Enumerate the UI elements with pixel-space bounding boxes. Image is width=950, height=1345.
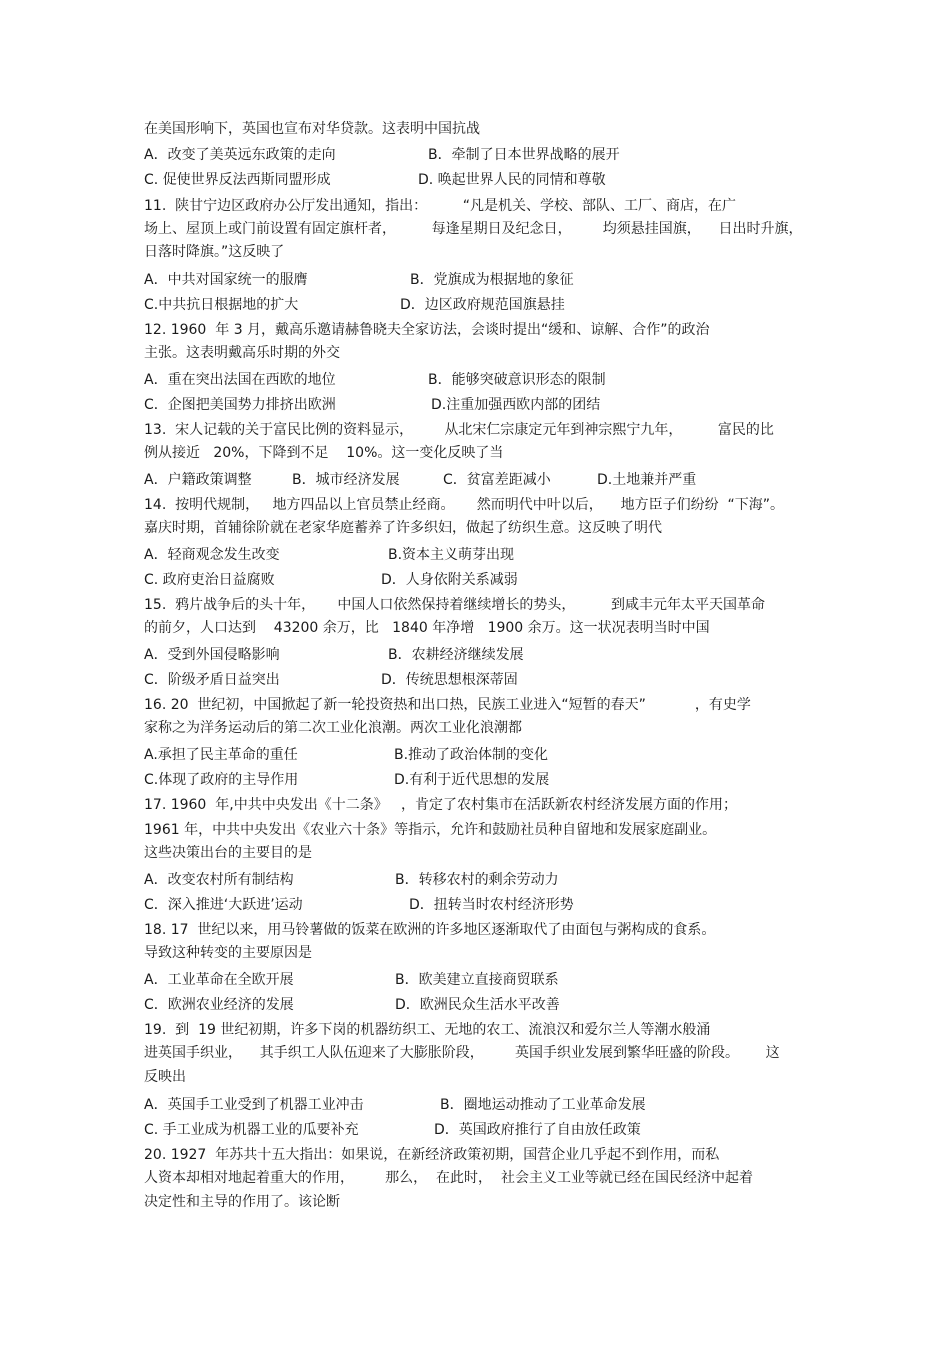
option: A．英国手工业受到了机器工业冲击 — [144, 1097, 364, 1113]
question-text: 11. 陕甘宁边区政府办公厅发出通知，指出： “凡是机关、学校、部队、工厂、商店，在广 — [144, 198, 737, 214]
option: A．重在突出法国在西欧的地位 — [144, 372, 336, 388]
option: C．深入推进‘大跃进’运动 — [144, 897, 303, 913]
question-text: 人资本却相对地起着重大的作用， 那么， 在此时， 社会主义工业等就已经在国民经济中起着 — [144, 1170, 753, 1186]
question-text: 16. 20 世纪初，中国掀起了新一轮投资热和出口热，民族工业进入“短暂的春天” ，有史学 — [144, 697, 751, 713]
option: B．欧美建立直接商贸联系 — [395, 972, 559, 988]
question-text: 20. 1927 年苏共十五大指出：如果说，在新经济政策初期，国营企业几乎起不到作用，而私 — [144, 1147, 720, 1163]
question-text: 嘉庆时期，首辅徐阶就在老家华庭蓄养了许多织妇，做起了纺织生意。这反映了明代 — [144, 520, 662, 536]
option: C．欧洲农业经济的发展 — [144, 997, 294, 1013]
option: D．人身依附关系减弱 — [381, 572, 518, 588]
option: B．转移农村的剩余劳动力 — [395, 872, 559, 888]
option: C.中共抗日根据地的扩大 — [144, 297, 299, 313]
option: A．改变了美英远东政策的走向 — [144, 147, 336, 163]
option: A．中共对国家统一的服膺 — [144, 272, 308, 288]
question-text: 17. 1960 年,中共中央发出《十二条》 ，肯定了农村集市在活跃新农村经济发展方面的作用； — [144, 797, 738, 813]
option: C. 政府吏治日益腐败 — [144, 572, 275, 588]
question-text: 18. 17 世纪以来，用马铃薯做的饭菜在欧洲的许多地区逐渐取代了由面包与粥构成的食系。 — [144, 922, 716, 938]
question-text: 13. 宋人记载的关于富民比例的资料显示， 从北宋仁宗康定元年到神宗熙宁九年， 富民的比 — [144, 422, 774, 438]
question-text: 场上、屋顶上或门前设置有固定旗杆者， 每逢星期日及纪念日， 均须悬挂国旗， 日出时升旗， — [144, 221, 803, 237]
question-text: 这些决策出台的主要目的是 — [144, 845, 312, 861]
option: D．边区政府规范国旗悬挂 — [400, 297, 565, 313]
question-text: 主张。这表明戴高乐时期的外交 — [144, 345, 340, 361]
option: C.体现了政府的主导作用 — [144, 772, 299, 788]
option: C. 促使世界反法西斯同盟形成 — [144, 172, 331, 188]
option: D．扭转当时农村经济形势 — [409, 897, 574, 913]
question-text: 1961 年，中共中央发出《农业六十条》等指示，允许和鼓励社员种自留地和发展家庭副业。 — [144, 822, 717, 838]
question-text: 决定性和主导的作用了。该论断 — [144, 1194, 340, 1210]
option: D．英国政府推行了自由放任政策 — [434, 1122, 641, 1138]
question-text: 在美国形响下，英国也宣布对华贷款。这表明中国抗战 — [144, 121, 480, 137]
question-text: 日落时降旗。”这反映了 — [144, 244, 285, 260]
option: B．圈地运动推动了工业革命发展 — [440, 1097, 646, 1113]
question-text: 例从接近 20%，下降到不足 10%。这一变化反映了当 — [144, 445, 504, 461]
option: B．党旗成为根据地的象征 — [410, 272, 574, 288]
option: C．企图把美国势力排挤出欧洲 — [144, 397, 336, 413]
question-text: 14. 按明代规制， 地方四品以上官员禁止经商。 然而明代中叶以后， 地方臣子们纷纷 “下海”。 — [144, 497, 784, 513]
option: C．贫富差距减小 — [443, 472, 551, 488]
question-text: 进英国手织业， 其手织工人队伍迎来了大膨胀阶段， 英国手织业发展到繁华旺盛的阶段。 这 — [144, 1045, 780, 1061]
option: B．农耕经济继续发展 — [388, 647, 524, 663]
option: A．改变农村所有制结构 — [144, 872, 294, 888]
question-text: 15. 鸦片战争后的头十年， 中国人口依然保持着继续增长的势头， 到咸丰元年太平天国革命 — [144, 597, 766, 613]
option: A．户籍政策调整 — [144, 472, 252, 488]
option: D.注重加强西欧内部的团结 — [431, 397, 601, 413]
question-text: 12. 1960 年 3 月，戴高乐邀请赫鲁晓夫全家访法，会谈时提出“缓和、谅解、合作”的政治 — [144, 322, 710, 338]
option: D．传统思想根深蒂固 — [381, 672, 518, 688]
question-text: 19. 到 19 世纪初期，许多下岗的机器纺织工、无地的农工、流浪汉和爱尔兰人等潮水般涌 — [144, 1022, 711, 1038]
option: B．能够突破意识形态的限制 — [428, 372, 606, 388]
option: A．工业革命在全欧开展 — [144, 972, 294, 988]
option: D. 唤起世界人民的同情和尊敬 — [418, 172, 606, 188]
option: D.土地兼并严重 — [597, 472, 697, 488]
option: A．轻商观念发生改变 — [144, 547, 280, 563]
option: B.推动了政治体制的变化 — [394, 747, 549, 763]
option: D.有利于近代思想的发展 — [394, 772, 550, 788]
question-text: 家称之为洋务运动后的第二次工业化浪潮。两次工业化浪潮都 — [144, 720, 522, 736]
option: D．欧洲民众生活水平改善 — [395, 997, 560, 1013]
option: A.承担了民主革命的重任 — [144, 747, 298, 763]
question-text: 导致这种转变的主要原因是 — [144, 945, 312, 961]
option: B．城市经济发展 — [292, 472, 400, 488]
question-text: 反映出 — [144, 1069, 186, 1085]
option: A．受到外国侵略影响 — [144, 647, 280, 663]
option: B．牵制了日本世界战略的展开 — [428, 147, 620, 163]
option: B.资本主义萌芽出现 — [388, 547, 515, 563]
question-text: 的前夕，人口达到 43200 余万，比 1840 年净增 1900 余万。这一状况表明当时中国 — [144, 620, 710, 636]
option: C．阶级矛盾日益突出 — [144, 672, 280, 688]
option: C. 手工业成为机器工业的瓜要补充 — [144, 1122, 359, 1138]
